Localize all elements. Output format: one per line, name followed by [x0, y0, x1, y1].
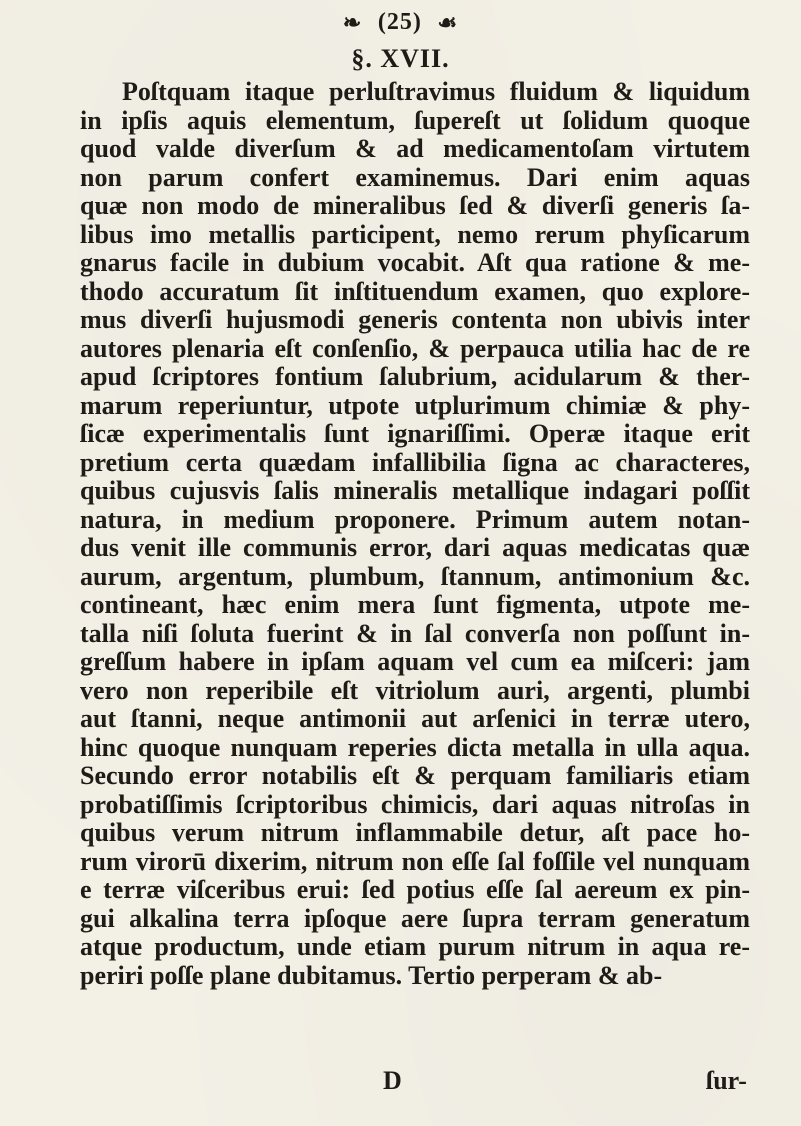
text-line: gnarus facile in dubium vocabit. Aſt qua ratione & me-	[80, 248, 750, 277]
ornament-right-icon: ☙	[437, 10, 459, 36]
ornament-left-icon: ❧	[342, 10, 363, 36]
text-line: vero non reperibile eſt vitriolum auri, argenti, plumbi	[80, 675, 750, 705]
text-line: natura, in medium proponere. Primum autem notan-	[80, 504, 750, 534]
page-footer	[0, 1066, 801, 1096]
text-line: libus imo metallis participent, nemo rerum phyſicarum	[80, 219, 750, 249]
text-line: quibus verum nitrum inflammabile detur, aſt pace ho-	[80, 818, 750, 847]
catchword: ſur-	[706, 1066, 747, 1095]
text-line: talla niſi ſoluta fuerint & in ſal converſa non poſſunt in-	[80, 618, 750, 648]
text-line: ſicæ experimentalis ſunt ignariſſimi. Operæ itaque erit	[80, 419, 750, 448]
section-heading: §. XVII.	[351, 44, 450, 73]
text-line: greſſum habere in ipſam aquam vel cum ea miſceri: jam	[80, 647, 750, 676]
text-line: atque productum, unde etiam purum nitrum in aqua re-	[80, 932, 750, 961]
text-line: e terræ viſceribus erui: ſed potius eſſe ſal aereum ex pin-	[80, 875, 750, 904]
text-line: marum reperiuntur, utpote utplurimum chimiæ & phy-	[80, 390, 750, 420]
text-line: Poſtquam itaque perluſtravimus fluidum & liquidum	[122, 77, 750, 106]
text-line: probatiſſimis ſcriptoribus chimicis, dari aquas nitroſas in	[80, 789, 750, 819]
text-line: autores plenaria eſt conſenſio, & perpauca utilia hac de re	[80, 333, 750, 363]
text-line: Secundo error notabilis eſt & perquam familiaris etiam	[80, 761, 750, 790]
text-line: hinc quoque nunquam reperies dicta metalla in ulla aqua.	[80, 732, 750, 762]
text-line: thodo accuratum ſit inſtituendum examen, quo explore-	[80, 276, 750, 306]
text-line: periri poſſe plane dubitamus. Tertio perperam & ab-	[80, 960, 663, 990]
signature-mark: D	[383, 1066, 402, 1095]
text-line: in ipſis aquis elementum, ſupereſt ut ſolidum quoque	[80, 105, 750, 135]
text-line: mus diverſi hujusmodi generis contenta non ubivis inter	[80, 305, 750, 334]
text-line: pretium certa quædam infallibilia ſigna ac characteres,	[80, 447, 750, 477]
text-line: apud ſcriptores fontium ſalubrium, acidularum & ther-	[80, 362, 750, 391]
text-line: non parum confert examinemus. Dari enim aquas	[80, 162, 750, 192]
text-line: dus venit ille communis error, dari aquas medicatas quæ	[80, 533, 750, 562]
text-line: quæ non modo de mineralibus ſed & diverſi generis ſa-	[80, 191, 750, 220]
text-line: aurum, argentum, plumbum, ſtannum, antimonium &c.	[80, 561, 750, 591]
text-line: aut ſtanni, neque antimonii aut arſenici in terræ utero,	[80, 704, 750, 733]
text-line: gui alkalina terra ipſoque aere ſupra terram generatum	[80, 903, 750, 933]
text-line: contineant, hæc enim mera ſunt figmenta, utpote me-	[80, 590, 750, 619]
text-line: rum virorū dixerim, nitrum non eſſe ſal foſſile vel nunquam	[80, 846, 750, 876]
text-line: quibus cujusvis ſalis mineralis metallique indagari poſſit	[80, 476, 750, 505]
page-number: (25)	[377, 9, 422, 35]
text-line: quod valde diverſum & ad medicamentoſam virtutem	[80, 134, 750, 163]
page-header	[0, 6, 801, 38]
body-paragraph	[80, 78, 750, 990]
